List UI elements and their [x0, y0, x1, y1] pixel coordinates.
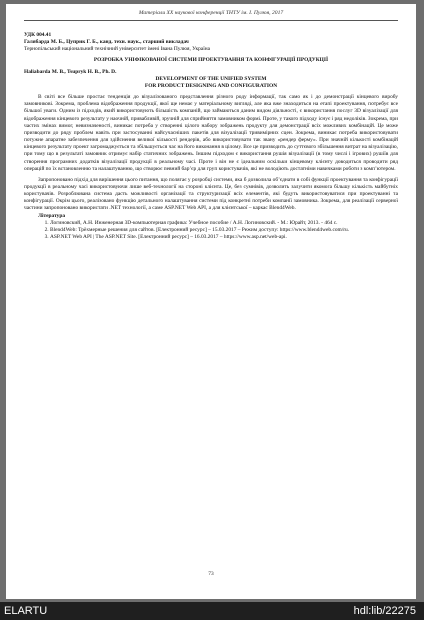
title-en-line2: FOR PRODUCT DESIGNING AND CONFIGURATION	[144, 82, 278, 89]
udc-code: УДК 004.41	[24, 32, 52, 38]
reference-item: 2. Blend4Web: Трёхмерные решения для сайтов. [Електронний ресурс] – 15.03.2017 – Режим доступу: https://www.blend4web.com/ru.	[50, 227, 398, 234]
reference-item: 1. Логиновский, А.Н. Инженерная 3D-компьютерная графика: Учебное пособие / А.Н. Логиновский. - М.: Юрайт, 2013. - 464 с.	[50, 220, 398, 227]
running-header: Матеріали XX наукової конференції ТНТУ ім. І. Пулюя, 2017	[138, 10, 284, 16]
paragraph-2: Запропоновано підхід для вирішення цього питання, що полягає у розробці системи, яка б дозволила об’єднати в собі функції проектування та конфігурації продукції в реальному часі використовуючи лише веб-технології на стороні клієнта. Це, без сумнівів, дозволить залучити якомога більшу кількість майбутніх користувачів. Розроблювана система дасть можливості організації та структуризації всіх елементів, які будуть використовуватися при проектуванні та конфігурації. Окрім цього, реалізовано функцію детального налаштування системи під конкретні потреби компанії замовника. Зокрема, для реалізації серверної частини запропоновано використати .NET технології, а саме ASP.NET Web API, а для клієнтської – каркас Blend4Web.	[24, 176, 398, 212]
affiliation: Тернопільський національний технічний університет імені Івана Пулюя, Україна	[24, 46, 210, 53]
title-en-line1: DEVELOPMENT OF THE UNIFIED SYSTEM	[155, 75, 267, 82]
footer-repository-label: ELARTU	[4, 605, 48, 617]
authors-en: Haliabarda M. B., Tsupryk H. B., Ph. D.	[24, 68, 117, 75]
references-heading: Література	[38, 212, 66, 219]
title-ua: РОЗРОБКА УНІФІКОВАНОЇ СИСТЕМИ ПРОЕКТУВАННЯ ТА КОНФІГУРАЦІЇ ПРОДУКЦІЇ	[93, 57, 329, 64]
paragraph-1: В світі все більше простає тенденція до візуалізованого представлення різного роду інформації, так само як і до демонстрації кінцевого виробу замовникові. Зокрема, проблема відображення продукції, якої ще немає у матеріальному вигляді, але яка вже знаходиться на етапі проектування, потребує все більшої уваги. Одним із підходів, який використовують більшість компаній, що займаються даним видом діяльності, є використання послуг 3D візуалізації для відображення кінцевого результату у наочній, привабливій, зручній для сприйняття замовником формі. Проте, у такого підходу існує і ряд недоліків. Зокрема, при частих змінах вимог, невизначеності, виникає потреба у створенні цілого набору зображень продукту для демонстрації всіх можливих комбінацій. Це може призводити до ряду проблем навіть при застосуванні найсучасніших пакетів для візуалізації тривимірних сцен. Зокрема, виникає потреба використовувати потужне апаратне забезпечення для здійснення великої кількості рендерів, або використовувати так звану «рендер ферму». При значній кількості комбінацій кінцевого результату проект загромаджується та збільшується час на його виконання в цілому. Все це призводить до суттєвого збільшення витрат на візуалізацію, при тому що в результаті замовник отримує набір статичних зображень. Іншим підходом є використання рушія візуалізації (в тому числі і ігрових) рушіїв для створення програмних додатків візуалізації продукції в реальному часі. Проте і він не є ідеальним оскільки кінцевому клієнту доводиться проводити ряд операцій по їх встановленню та налаштуванню, що створює певний бар’єр для груп користувачів, які не володіють достатніми навичками роботи з комп’ютером.	[24, 94, 398, 172]
footer-handle-label: hdl:lib/22275	[353, 605, 416, 617]
article-body	[24, 32, 398, 241]
references-list	[24, 220, 398, 241]
reference-item: 3. ASP.NET Web API | The ASP.NET Site. [Електронний ресурс] – 16.03.2017 – https://www.asp.net/web-api.	[50, 234, 398, 241]
header-divider	[24, 20, 398, 21]
paper-page	[6, 4, 416, 599]
footer-bar	[0, 602, 424, 620]
authors-ua: Галябарда М. Б., Цуприк Г. Б., канд. техн. наук., старший викладач	[24, 39, 189, 46]
page-number: 73	[208, 571, 214, 577]
